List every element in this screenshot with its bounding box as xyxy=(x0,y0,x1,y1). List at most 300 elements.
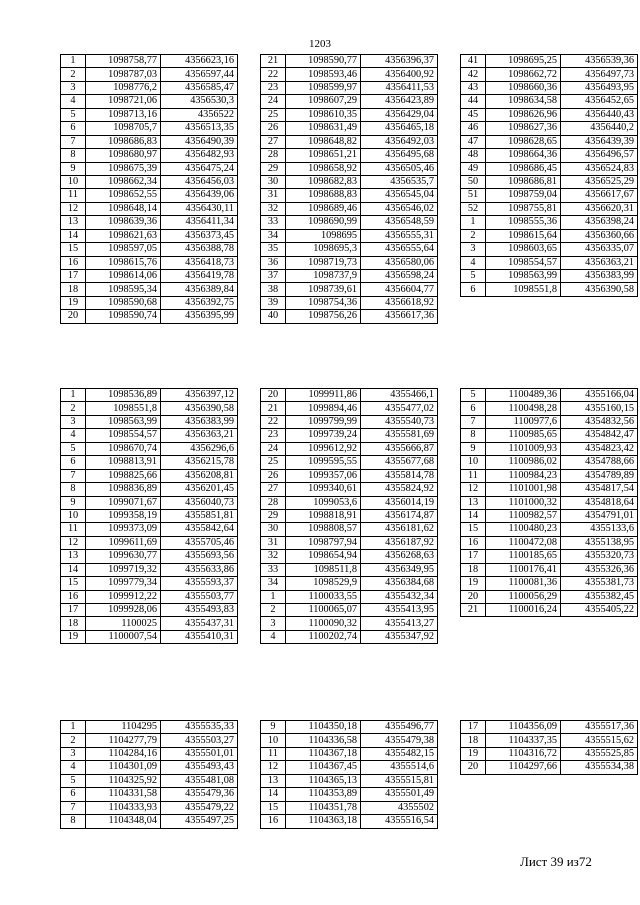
point-number-cell: 19 xyxy=(461,577,486,590)
table-row xyxy=(261,95,438,108)
y-coordinate-cell: 4356620,31 xyxy=(561,202,638,215)
table-row xyxy=(61,216,238,229)
x-coordinate-cell: 1104337,35 xyxy=(486,734,561,747)
x-coordinate-cell: 1098675,39 xyxy=(86,162,161,175)
point-number-cell: 3 xyxy=(61,81,86,94)
y-coordinate-cell: 4355540,73 xyxy=(361,415,438,428)
x-coordinate-cell: 1098754,36 xyxy=(286,296,361,309)
y-coordinate-cell: 4355824,92 xyxy=(361,483,438,496)
table-row xyxy=(61,536,238,549)
x-coordinate-cell: 1098695,3 xyxy=(286,243,361,256)
x-coordinate-cell: 1099340,61 xyxy=(286,483,361,496)
point-number-cell: 10 xyxy=(261,734,286,747)
x-coordinate-cell: 1098551,8 xyxy=(486,283,561,296)
x-coordinate-cell: 1098787,03 xyxy=(86,68,161,81)
y-coordinate-cell: 4355479,22 xyxy=(161,801,238,814)
y-coordinate-cell: 4356535,7 xyxy=(361,175,438,188)
table-row xyxy=(61,189,238,202)
table-row xyxy=(61,563,238,576)
x-coordinate-cell: 1098590,68 xyxy=(86,296,161,309)
point-number-cell: 4 xyxy=(61,761,86,774)
table-row xyxy=(261,536,438,549)
point-number-cell: 10 xyxy=(61,509,86,522)
table-row xyxy=(261,108,438,121)
y-coordinate-cell: 4356465,18 xyxy=(361,122,438,135)
table-row xyxy=(461,496,638,509)
y-coordinate-cell: 4355405,22 xyxy=(561,604,638,617)
point-number-cell: 7 xyxy=(61,135,86,148)
table-row xyxy=(61,801,238,814)
x-coordinate-cell: 1104353,89 xyxy=(286,788,361,801)
y-coordinate-cell: 4355413,27 xyxy=(361,617,438,630)
y-coordinate-cell: 4356384,68 xyxy=(361,577,438,590)
point-number-cell: 4 xyxy=(61,429,86,442)
x-coordinate-cell: 1099894,46 xyxy=(286,402,361,415)
point-number-cell: 3 xyxy=(61,747,86,760)
y-coordinate-cell: 4356296,6 xyxy=(161,442,238,455)
coordinates-table-col3-bot xyxy=(460,720,638,775)
table-row xyxy=(261,202,438,215)
table-row xyxy=(461,55,638,68)
table-row xyxy=(61,202,238,215)
point-number-cell: 12 xyxy=(461,483,486,496)
table-row xyxy=(461,149,638,162)
y-coordinate-cell: 4354832,56 xyxy=(561,415,638,428)
y-coordinate-cell: 4355535,33 xyxy=(161,721,238,734)
table-row xyxy=(461,415,638,428)
y-coordinate-cell: 4356452,65 xyxy=(561,95,638,108)
y-coordinate-cell: 4356618,92 xyxy=(361,296,438,309)
y-coordinate-cell: 4354842,47 xyxy=(561,429,638,442)
x-coordinate-cell: 1098529,9 xyxy=(286,577,361,590)
y-coordinate-cell: 4356335,07 xyxy=(561,243,638,256)
y-coordinate-cell: 4356585,47 xyxy=(161,81,238,94)
point-number-cell: 34 xyxy=(261,577,286,590)
point-number-cell: 18 xyxy=(61,617,86,630)
coordinates-table-col2-bot xyxy=(260,720,438,829)
x-coordinate-cell: 1098634,58 xyxy=(486,95,561,108)
point-number-cell: 14 xyxy=(61,229,86,242)
point-number-cell: 6 xyxy=(461,283,486,296)
coordinates-table-col1-bot xyxy=(60,720,238,829)
point-number-cell: 13 xyxy=(461,496,486,509)
x-coordinate-cell: 1098590,77 xyxy=(286,55,361,68)
y-coordinate-cell: 4356400,92 xyxy=(361,68,438,81)
y-coordinate-cell: 4355814,78 xyxy=(361,469,438,482)
x-coordinate-cell: 1098614,06 xyxy=(86,270,161,283)
point-number-cell: 2 xyxy=(461,229,486,242)
x-coordinate-cell: 1099928,06 xyxy=(86,604,161,617)
point-number-cell: 27 xyxy=(261,483,286,496)
point-number-cell: 19 xyxy=(61,296,86,309)
point-number-cell: 1 xyxy=(461,216,486,229)
x-coordinate-cell: 1100176,41 xyxy=(486,563,561,576)
y-coordinate-cell: 4356429,04 xyxy=(361,108,438,121)
table-row xyxy=(261,283,438,296)
y-coordinate-cell: 4356555,31 xyxy=(361,229,438,242)
y-coordinate-cell: 4356392,75 xyxy=(161,296,238,309)
point-number-cell: 1 xyxy=(61,55,86,68)
table-row xyxy=(61,469,238,482)
x-coordinate-cell: 1098670,74 xyxy=(86,442,161,455)
y-coordinate-cell: 4356430,11 xyxy=(161,202,238,215)
x-coordinate-cell: 1099799,99 xyxy=(286,415,361,428)
point-number-cell: 1 xyxy=(261,590,286,603)
y-coordinate-cell: 4355437,31 xyxy=(161,617,238,630)
x-coordinate-cell: 1098695 xyxy=(286,229,361,242)
point-number-cell: 25 xyxy=(261,108,286,121)
table-row xyxy=(61,270,238,283)
table-row xyxy=(261,122,438,135)
y-coordinate-cell: 4356208,81 xyxy=(161,469,238,482)
x-coordinate-cell: 1098797,94 xyxy=(286,536,361,549)
x-coordinate-cell: 1098688,83 xyxy=(286,189,361,202)
table-row xyxy=(61,95,238,108)
y-coordinate-cell: 4355693,56 xyxy=(161,550,238,563)
table-row xyxy=(61,721,238,734)
x-coordinate-cell: 1098658,92 xyxy=(286,162,361,175)
y-coordinate-cell: 4355479,38 xyxy=(361,734,438,747)
table-row xyxy=(261,296,438,309)
point-number-cell: 20 xyxy=(261,389,286,402)
coordinates-table-col3-top xyxy=(460,54,638,297)
table-row xyxy=(61,630,238,643)
table-row xyxy=(261,55,438,68)
y-coordinate-cell: 4355581,69 xyxy=(361,429,438,442)
y-coordinate-cell: 4356604,77 xyxy=(361,283,438,296)
point-number-cell: 31 xyxy=(261,536,286,549)
table-row xyxy=(461,81,638,94)
table-row xyxy=(461,162,638,175)
point-number-cell: 17 xyxy=(61,270,86,283)
table-row xyxy=(61,68,238,81)
y-coordinate-cell: 4355432,34 xyxy=(361,590,438,603)
y-coordinate-cell: 4355516,54 xyxy=(361,815,438,828)
table-row xyxy=(461,95,638,108)
y-coordinate-cell: 4356440,43 xyxy=(561,108,638,121)
x-coordinate-cell: 1098652,55 xyxy=(86,189,161,202)
y-coordinate-cell: 4356411,34 xyxy=(161,216,238,229)
x-coordinate-cell: 1099739,24 xyxy=(286,429,361,442)
point-number-cell: 4 xyxy=(61,95,86,108)
y-coordinate-cell: 4355503,27 xyxy=(161,734,238,747)
point-number-cell: 13 xyxy=(61,216,86,229)
x-coordinate-cell: 1098690,99 xyxy=(286,216,361,229)
point-number-cell: 46 xyxy=(461,122,486,135)
y-coordinate-cell: 4355410,31 xyxy=(161,630,238,643)
x-coordinate-cell: 1100489,36 xyxy=(486,389,561,402)
table-row xyxy=(461,721,638,734)
table-row xyxy=(261,630,438,643)
point-number-cell: 5 xyxy=(61,774,86,787)
point-number-cell: 16 xyxy=(61,590,86,603)
x-coordinate-cell: 1104348,04 xyxy=(86,815,161,828)
x-coordinate-cell: 1098825,66 xyxy=(86,469,161,482)
y-coordinate-cell: 4356388,78 xyxy=(161,243,238,256)
point-number-cell: 47 xyxy=(461,135,486,148)
table-row xyxy=(61,550,238,563)
x-coordinate-cell: 1098759,04 xyxy=(486,189,561,202)
y-coordinate-cell: 4356390,58 xyxy=(561,283,638,296)
x-coordinate-cell: 1098607,29 xyxy=(286,95,361,108)
y-coordinate-cell: 4355138,95 xyxy=(561,536,638,549)
point-number-cell: 35 xyxy=(261,243,286,256)
x-coordinate-cell: 1098755,81 xyxy=(486,202,561,215)
x-coordinate-cell: 1104356,09 xyxy=(486,721,561,734)
table-row xyxy=(461,509,638,522)
x-coordinate-cell: 1098555,36 xyxy=(486,216,561,229)
x-coordinate-cell: 1098721,06 xyxy=(86,95,161,108)
y-coordinate-cell: 4356597,44 xyxy=(161,68,238,81)
y-coordinate-cell: 4355503,77 xyxy=(161,590,238,603)
x-coordinate-cell: 1098813,91 xyxy=(86,456,161,469)
table-row xyxy=(261,617,438,630)
x-coordinate-cell: 1098595,34 xyxy=(86,283,161,296)
y-coordinate-cell: 4355497,25 xyxy=(161,815,238,828)
table-row xyxy=(261,456,438,469)
table-row xyxy=(461,122,638,135)
x-coordinate-cell: 1098680,97 xyxy=(86,149,161,162)
x-coordinate-cell: 1104325,92 xyxy=(86,774,161,787)
x-coordinate-cell: 1099071,67 xyxy=(86,496,161,509)
table-row xyxy=(461,747,638,760)
y-coordinate-cell: 4356395,99 xyxy=(161,310,238,323)
y-coordinate-cell: 4356418,73 xyxy=(161,256,238,269)
coordinates-table-col1-top xyxy=(60,54,238,324)
point-number-cell: 3 xyxy=(461,243,486,256)
table-row xyxy=(461,577,638,590)
table-row xyxy=(61,577,238,590)
y-coordinate-cell: 4356496,57 xyxy=(561,149,638,162)
point-number-cell: 12 xyxy=(61,536,86,549)
x-coordinate-cell: 1104333,93 xyxy=(86,801,161,814)
point-number-cell: 50 xyxy=(461,175,486,188)
x-coordinate-cell: 1098664,36 xyxy=(486,149,561,162)
table-row xyxy=(461,216,638,229)
x-coordinate-cell: 1099611,69 xyxy=(86,536,161,549)
point-number-cell: 1 xyxy=(61,389,86,402)
point-number-cell: 23 xyxy=(261,81,286,94)
x-coordinate-cell: 1104351,78 xyxy=(286,801,361,814)
table-row xyxy=(261,162,438,175)
point-number-cell: 5 xyxy=(61,108,86,121)
table-row xyxy=(61,604,238,617)
point-number-cell: 30 xyxy=(261,175,286,188)
y-coordinate-cell: 4355466,1 xyxy=(361,389,438,402)
x-coordinate-cell: 1098686,45 xyxy=(486,162,561,175)
table-row xyxy=(61,162,238,175)
point-number-cell: 2 xyxy=(61,68,86,81)
y-coordinate-cell: 4356383,99 xyxy=(561,270,638,283)
table-row xyxy=(261,761,438,774)
point-number-cell: 18 xyxy=(461,563,486,576)
point-number-cell: 5 xyxy=(61,442,86,455)
x-coordinate-cell: 1104316,72 xyxy=(486,747,561,760)
table-row xyxy=(461,761,638,774)
table-row xyxy=(461,68,638,81)
y-coordinate-cell: 4355320,73 xyxy=(561,550,638,563)
x-coordinate-cell: 1104301,09 xyxy=(86,761,161,774)
point-number-cell: 16 xyxy=(461,536,486,549)
point-number-cell: 12 xyxy=(61,202,86,215)
y-coordinate-cell: 4355133,6 xyxy=(561,523,638,536)
table-row xyxy=(461,389,638,402)
table-row xyxy=(61,283,238,296)
table-row xyxy=(461,229,638,242)
point-number-cell: 8 xyxy=(61,483,86,496)
point-number-cell: 2 xyxy=(61,402,86,415)
y-coordinate-cell: 4355593,37 xyxy=(161,577,238,590)
point-number-cell: 28 xyxy=(261,496,286,509)
x-coordinate-cell: 1099912,22 xyxy=(86,590,161,603)
y-coordinate-cell: 4356546,02 xyxy=(361,202,438,215)
x-coordinate-cell: 1098654,94 xyxy=(286,550,361,563)
table-row xyxy=(461,442,638,455)
x-coordinate-cell: 1098626,96 xyxy=(486,108,561,121)
point-number-cell: 19 xyxy=(61,630,86,643)
y-coordinate-cell: 4356187,92 xyxy=(361,536,438,549)
table-row xyxy=(61,256,238,269)
point-number-cell: 30 xyxy=(261,523,286,536)
point-number-cell: 6 xyxy=(461,402,486,415)
coordinates-table-col2-top xyxy=(260,54,438,324)
table-row xyxy=(261,229,438,242)
table-row xyxy=(261,788,438,801)
y-coordinate-cell: 4356398,24 xyxy=(561,216,638,229)
table-row xyxy=(61,456,238,469)
table-row xyxy=(461,283,638,296)
point-number-cell: 4 xyxy=(261,630,286,643)
y-coordinate-cell: 4356383,99 xyxy=(161,415,238,428)
x-coordinate-cell: 1098648,82 xyxy=(286,135,361,148)
point-number-cell: 43 xyxy=(461,81,486,94)
table-row xyxy=(461,604,638,617)
y-coordinate-cell: 4356411,53 xyxy=(361,81,438,94)
y-coordinate-cell: 4355381,73 xyxy=(561,577,638,590)
table-row xyxy=(61,617,238,630)
y-coordinate-cell: 4355493,43 xyxy=(161,761,238,774)
point-number-cell: 13 xyxy=(61,550,86,563)
x-coordinate-cell: 1101000,32 xyxy=(486,496,561,509)
table-row xyxy=(461,175,638,188)
y-coordinate-cell: 4356397,12 xyxy=(161,389,238,402)
x-coordinate-cell: 1100090,32 xyxy=(286,617,361,630)
point-number-cell: 12 xyxy=(261,761,286,774)
point-number-cell: 29 xyxy=(261,162,286,175)
y-coordinate-cell: 4354789,89 xyxy=(561,469,638,482)
table-row xyxy=(261,496,438,509)
y-coordinate-cell: 4355515,62 xyxy=(561,734,638,747)
y-coordinate-cell: 4356349,95 xyxy=(361,563,438,576)
table-row xyxy=(261,402,438,415)
y-coordinate-cell: 4355705,46 xyxy=(161,536,238,549)
y-coordinate-cell: 4356419,78 xyxy=(161,270,238,283)
table-row xyxy=(261,774,438,787)
y-coordinate-cell: 4355514,6 xyxy=(361,761,438,774)
x-coordinate-cell: 1100982,57 xyxy=(486,509,561,522)
x-coordinate-cell: 1098628,65 xyxy=(486,135,561,148)
point-number-cell: 22 xyxy=(261,68,286,81)
y-coordinate-cell: 4356174,87 xyxy=(361,509,438,522)
point-number-cell: 38 xyxy=(261,283,286,296)
table-row xyxy=(461,456,638,469)
page-number: 1203 xyxy=(309,38,331,50)
x-coordinate-cell: 1098686,81 xyxy=(486,175,561,188)
table-row xyxy=(61,523,238,536)
y-coordinate-cell: 4356555,64 xyxy=(361,243,438,256)
y-coordinate-cell: 4354791,01 xyxy=(561,509,638,522)
x-coordinate-cell: 1098648,14 xyxy=(86,202,161,215)
point-number-cell: 20 xyxy=(461,761,486,774)
x-coordinate-cell: 1099911,86 xyxy=(286,389,361,402)
table-row xyxy=(61,761,238,774)
x-coordinate-cell: 1098689,46 xyxy=(286,202,361,215)
point-number-cell: 2 xyxy=(61,734,86,747)
y-coordinate-cell: 4356396,37 xyxy=(361,55,438,68)
table-row xyxy=(261,310,438,323)
table-row xyxy=(61,442,238,455)
x-coordinate-cell: 1098554,57 xyxy=(486,256,561,269)
point-number-cell: 4 xyxy=(461,256,486,269)
y-coordinate-cell: 4355851,81 xyxy=(161,509,238,522)
x-coordinate-cell: 1098590,74 xyxy=(86,310,161,323)
point-number-cell: 15 xyxy=(261,801,286,814)
point-number-cell: 44 xyxy=(461,95,486,108)
x-coordinate-cell: 1098695,25 xyxy=(486,55,561,68)
x-coordinate-cell: 1100977,6 xyxy=(486,415,561,428)
point-number-cell: 37 xyxy=(261,270,286,283)
x-coordinate-cell: 1104277,79 xyxy=(86,734,161,747)
table-row xyxy=(61,81,238,94)
table-row xyxy=(461,590,638,603)
point-number-cell: 20 xyxy=(61,310,86,323)
table-row xyxy=(461,243,638,256)
y-coordinate-cell: 4356268,63 xyxy=(361,550,438,563)
table-row xyxy=(61,243,238,256)
point-number-cell: 17 xyxy=(61,604,86,617)
table-row xyxy=(61,149,238,162)
x-coordinate-cell: 1104331,58 xyxy=(86,788,161,801)
y-coordinate-cell: 4356493,95 xyxy=(561,81,638,94)
point-number-cell: 40 xyxy=(261,310,286,323)
y-coordinate-cell: 4356215,78 xyxy=(161,456,238,469)
y-coordinate-cell: 4356363,21 xyxy=(161,429,238,442)
table-row xyxy=(461,256,638,269)
point-number-cell: 8 xyxy=(61,815,86,828)
x-coordinate-cell: 1098551,8 xyxy=(86,402,161,415)
x-coordinate-cell: 1100472,08 xyxy=(486,536,561,549)
table-row xyxy=(61,229,238,242)
point-number-cell: 39 xyxy=(261,296,286,309)
y-coordinate-cell: 4355482,15 xyxy=(361,747,438,760)
y-coordinate-cell: 4356525,29 xyxy=(561,175,638,188)
x-coordinate-cell: 1100007,54 xyxy=(86,630,161,643)
x-coordinate-cell: 1098705,7 xyxy=(86,122,161,135)
y-coordinate-cell: 4354788,66 xyxy=(561,456,638,469)
point-number-cell: 33 xyxy=(261,216,286,229)
y-coordinate-cell: 4356475,24 xyxy=(161,162,238,175)
x-coordinate-cell: 1100081,36 xyxy=(486,577,561,590)
point-number-cell: 18 xyxy=(61,283,86,296)
y-coordinate-cell: 4356181,62 xyxy=(361,523,438,536)
point-number-cell: 7 xyxy=(61,469,86,482)
y-coordinate-cell: 4355413,95 xyxy=(361,604,438,617)
x-coordinate-cell: 1098818,91 xyxy=(286,509,361,522)
point-number-cell: 6 xyxy=(61,122,86,135)
point-number-cell: 14 xyxy=(261,788,286,801)
x-coordinate-cell: 1100065,07 xyxy=(286,604,361,617)
table-row xyxy=(61,55,238,68)
